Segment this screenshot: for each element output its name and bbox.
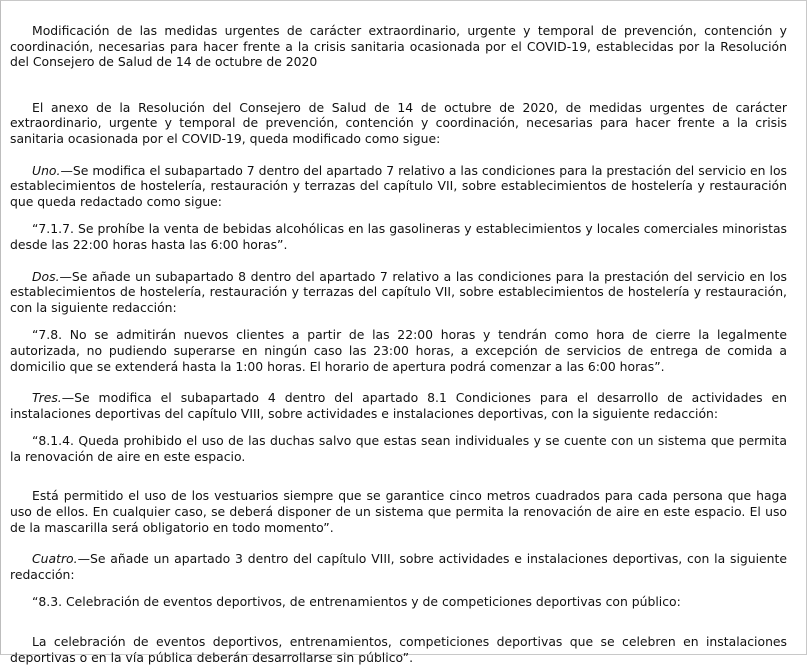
quote-paragraph: La celebración de eventos deportivos, entrenamientos, competiciones deportivas que se celebren en instalaciones deportivas o en la vía pública deberán desarrollarse sin público”. xyxy=(10,634,787,665)
section-tres xyxy=(10,390,787,421)
section-text: —Se añade un apartado 3 dentro del capítulo VIII, sobre actividades e instalaciones deportivas, con la siguiente redacción: xyxy=(10,551,787,582)
section-label: Cuatro. xyxy=(32,551,78,567)
section-label: Uno. xyxy=(32,162,61,178)
quote-paragraph: Está permitido el uso de los vestuarios siempre que se garantice cinco metros cuadrados para cada persona que haga uso de ellos. En cualquier caso, se deberá disponer de un sistema que permita la renovación de aire en este espacio. El uso de la mascarilla será obligatorio en todo momento”. xyxy=(10,488,787,535)
section-text: —Se añade un subapartado 8 dentro del apartado 7 relativo a las condiciones para la prestación del servicio en los establecimientos de hostelería, restauración y terrazas del capítulo VII, sobre establecimientos de hostelería y restauración, con la siguiente redacción: xyxy=(10,268,787,315)
section-label: Tres. xyxy=(32,390,62,406)
section-text: —Se modifica el subapartado 4 dentro del apartado 8.1 Condiciones para el desarrollo de actividades en instalaciones deportivas del capítulo VIII, sobre actividades e instalaciones deportivas, con la siguiente redacción: xyxy=(10,390,787,421)
document-body xyxy=(10,23,787,665)
quote-paragraph: “7.8. No se admitirán nuevos clientes a partir de las 22:00 horas y tendrán como hora de cierre la legalmente autorizada, no pudiendo superarse en ningún caso las 23:00 horas, a excepción de servicios de entrega de comida a domicilio que se extenderá hasta la 1:00 horas. El horario de apertura podrá comenzar a las 6:00 horas”. xyxy=(10,327,787,374)
section-dos xyxy=(10,269,787,316)
section-text: —Se modifica el subapartado 7 dentro del apartado 7 relativo a las condiciones para la prestación del servicio en los establecimientos de hostelería, restauración y terrazas del capítulo VII, sobre establecimientos de hostelería y restauración que queda redactado como sigue: xyxy=(10,162,787,209)
quote-paragraph: “8.3. Celebración de eventos deportivos, de entrenamientos y de competiciones deportivas con público: xyxy=(32,594,681,610)
section-label: Dos. xyxy=(32,268,60,284)
quote-paragraph: “7.1.7. Se prohíbe la venta de bebidas alcohólicas en las gasolineras y establecimientos y locales comerciales minoristas desde las 22:00 horas hasta las 6:00 horas”. xyxy=(10,221,787,252)
document-title: Modificación de las medidas urgentes de carácter extraordinario, urgente y temporal de prevención, contención y coordinación, necesarias para hacer frente a la crisis sanitaria ocasionada por el COVID-19, establecidas por la Resolución del Consejero de Salud de 14 de octubre de 2020 xyxy=(10,23,787,70)
intro-paragraph: El anexo de la Resolución del Consejero de Salud de 14 de octubre de 2020, de medidas urgentes de carácter extraordinario, urgente y temporal de prevención, contención y coordinación, necesarias para hacer frente a la crisis sanitaria ocasionada por el COVID-19, queda modificado como sigue: xyxy=(10,99,787,146)
section-uno xyxy=(10,163,787,210)
quote-paragraph: “8.1.4. Queda prohibido el uso de las duchas salvo que estas sean individuales y se cuente con un sistema que permita la renovación de aire en este espacio. xyxy=(10,433,787,464)
section-cuatro xyxy=(10,551,787,582)
